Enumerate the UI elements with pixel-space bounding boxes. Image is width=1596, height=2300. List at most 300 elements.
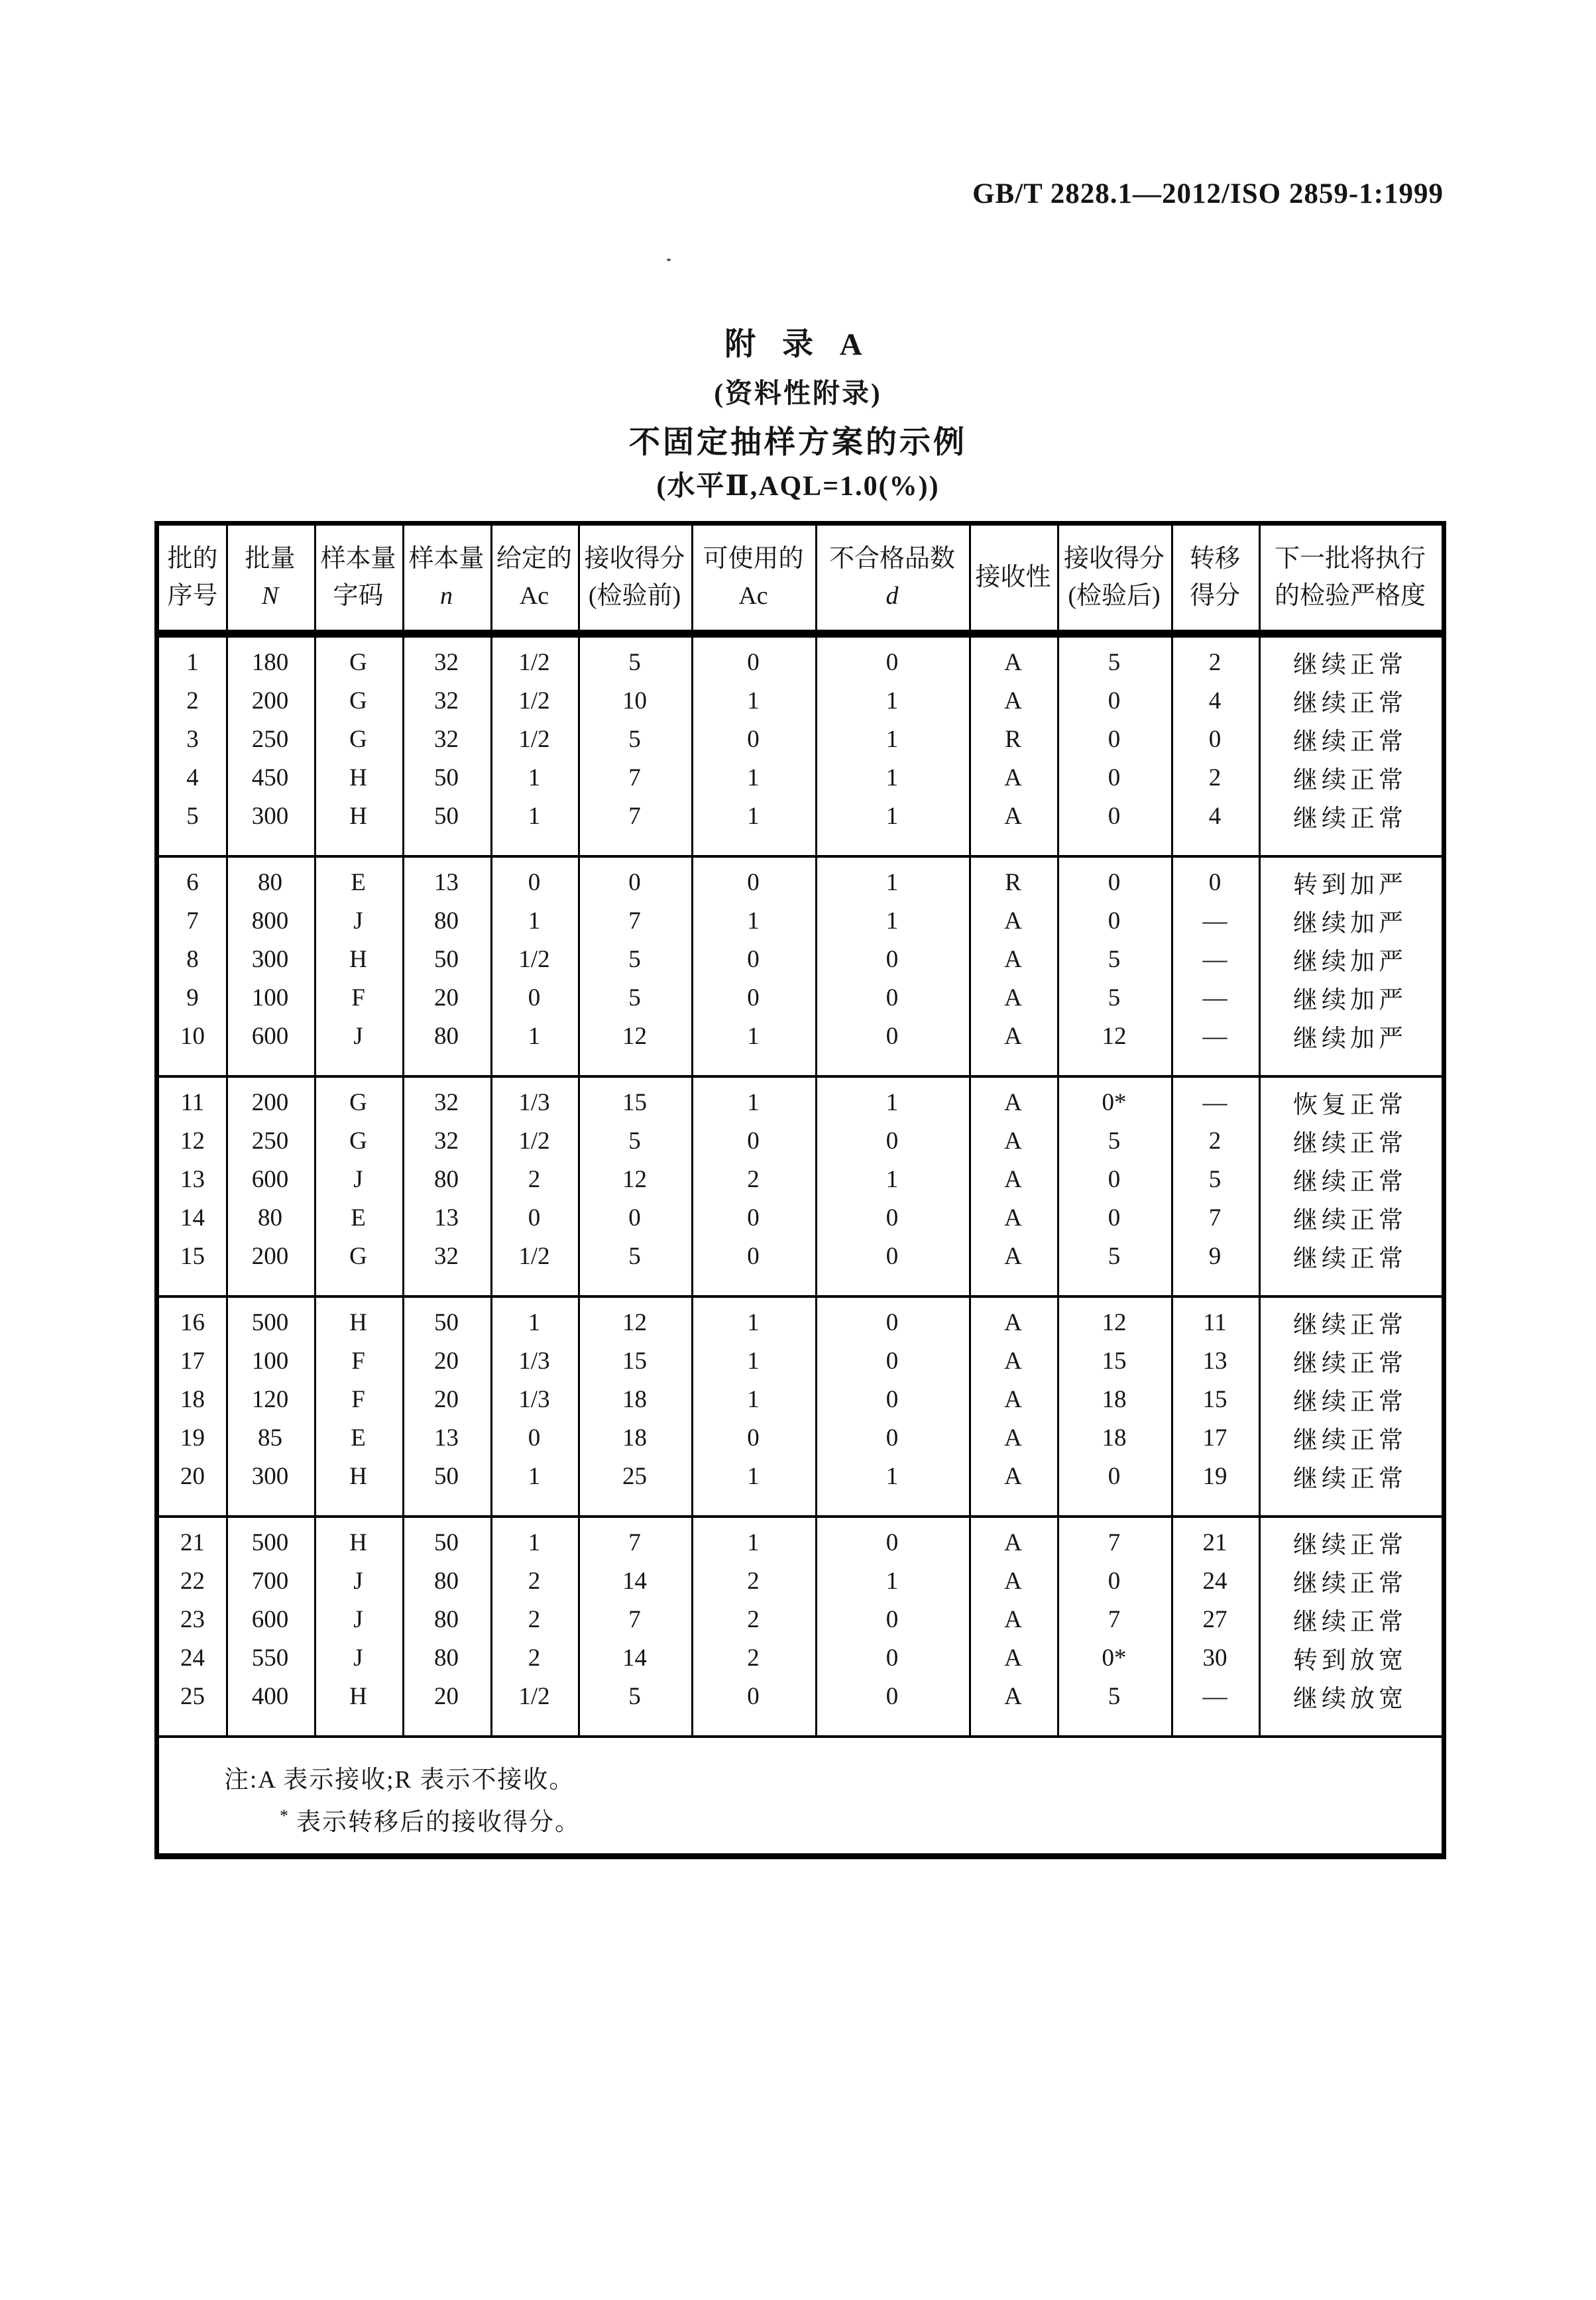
cell-score-before-row-24: 14	[622, 1644, 647, 1672]
cell-sample-size-row-25: 20	[434, 1682, 459, 1710]
cell-given-ac-row-11: 1/3	[518, 1088, 550, 1116]
cell-score-after-row-25: 5	[1108, 1682, 1121, 1710]
cell-next-severity-row-11: 恢复正常	[1293, 1092, 1407, 1119]
cell-transfer-score-row-14: 7	[1208, 1204, 1222, 1232]
cell-lot-seq-row-22: 22	[180, 1567, 205, 1595]
cell-score-after-row-22: 0	[1108, 1567, 1121, 1595]
table-note	[159, 1735, 1442, 1853]
cell-next-severity-row-7: 继续加严	[1293, 910, 1407, 937]
cell-next-severity-row-9: 继续加严	[1293, 987, 1407, 1014]
cell-acceptability-row-3: R	[1005, 725, 1021, 753]
cell-usable-ac-row-4: 1	[747, 764, 760, 791]
cell-score-after-row-2: 0	[1108, 687, 1121, 715]
cell-sample-code-row-22: J	[353, 1567, 363, 1595]
cell-next-severity-row-13: 继续正常	[1293, 1169, 1407, 1196]
cell-given-ac-row-6: 0	[528, 868, 541, 896]
cell-lot-size-row-17: 100	[251, 1347, 289, 1375]
cell-score-after-row-13: 0	[1108, 1165, 1121, 1193]
cell-acceptability-row-14: A	[1004, 1204, 1022, 1232]
cell-score-after-row-18: 18	[1102, 1385, 1127, 1413]
cell-score-after-row-15: 5	[1108, 1242, 1121, 1270]
cell-transfer-score-row-11: —	[1202, 1088, 1227, 1116]
cell-usable-ac-row-9: 0	[747, 984, 760, 1011]
cell-lot-size-row-5: 300	[251, 802, 289, 830]
cell-defect-count-row-6: 1	[885, 868, 899, 896]
cell-score-after-row-7: 0	[1108, 907, 1121, 935]
cell-usable-ac-row-5: 1	[747, 802, 760, 830]
cell-sample-size-row-13: 80	[434, 1165, 459, 1193]
header-lot-seq: 批的 序号	[167, 544, 218, 610]
cell-sample-size-row-18: 20	[434, 1385, 459, 1413]
cell-sample-size-row-6: 13	[434, 868, 459, 896]
cell-sample-code-row-16: H	[349, 1308, 367, 1336]
cell-usable-ac-row-23: 2	[747, 1605, 760, 1633]
cell-score-before-row-3: 5	[628, 725, 641, 753]
cell-sample-code-row-1: G	[349, 648, 367, 676]
cell-next-severity-row-25: 继续放宽	[1293, 1686, 1407, 1713]
cell-defect-count-row-19: 0	[885, 1424, 899, 1452]
cell-acceptability-row-18: A	[1004, 1385, 1022, 1413]
cell-next-severity-row-14: 继续正常	[1293, 1207, 1407, 1234]
cell-usable-ac-row-2: 1	[747, 687, 760, 715]
cell-score-after-row-20: 0	[1108, 1462, 1121, 1490]
cell-next-severity-row-8: 继续加严	[1293, 949, 1407, 976]
cell-usable-ac-row-22: 2	[747, 1567, 760, 1595]
cell-sample-code-row-10: J	[353, 1022, 363, 1050]
cell-sample-size-row-24: 80	[434, 1644, 459, 1672]
cell-next-severity-row-12: 继续正常	[1293, 1130, 1407, 1157]
cell-lot-size-row-6: 80	[258, 868, 282, 896]
header-transfer-score: 转移 得分	[1189, 544, 1240, 610]
cell-sample-code-row-13: J	[353, 1165, 363, 1193]
header-given-ac: 给定的 Ac	[496, 544, 572, 610]
cell-usable-ac-row-13: 2	[747, 1165, 760, 1193]
cell-next-severity-row-1: 继续正常	[1293, 652, 1407, 679]
cell-score-before-row-6: 0	[628, 868, 641, 896]
scan-noise-dot	[667, 259, 671, 261]
cell-score-before-row-1: 5	[628, 648, 641, 676]
cell-given-ac-row-20: 1	[528, 1462, 541, 1490]
cell-usable-ac-row-24: 2	[747, 1644, 760, 1672]
cell-given-ac-row-12: 1/2	[518, 1127, 550, 1155]
cell-lot-size-row-19: 85	[258, 1424, 282, 1452]
cell-score-before-row-4: 7	[628, 764, 641, 791]
standard-number: GB/T 2828.1—2012/ISO 2859-1:1999	[972, 178, 1444, 209]
cell-score-before-row-5: 7	[628, 802, 641, 830]
cell-sample-size-row-11: 32	[434, 1088, 459, 1116]
cell-score-before-row-11: 15	[622, 1088, 647, 1116]
cell-score-before-row-7: 7	[628, 907, 641, 935]
cell-given-ac-row-2: 1/2	[518, 687, 550, 715]
cell-sample-code-row-19: E	[351, 1424, 366, 1452]
cell-transfer-score-row-5: 4	[1208, 802, 1222, 830]
cell-lot-seq-row-21: 21	[180, 1528, 205, 1556]
cell-given-ac-row-17: 1/3	[518, 1347, 550, 1375]
cell-score-before-row-20: 25	[622, 1462, 647, 1490]
cell-sample-size-row-19: 13	[434, 1424, 459, 1452]
cell-score-after-row-9: 5	[1108, 984, 1121, 1011]
cell-transfer-score-row-13: 5	[1208, 1165, 1222, 1193]
cell-defect-count-row-8: 0	[885, 945, 899, 973]
cell-score-before-row-8: 5	[628, 945, 641, 973]
cell-next-severity-row-18: 继续正常	[1293, 1389, 1407, 1416]
cell-acceptability-row-8: A	[1004, 945, 1022, 973]
cell-score-before-row-25: 5	[628, 1682, 641, 1710]
cell-transfer-score-row-25: —	[1202, 1682, 1227, 1710]
cell-transfer-score-row-19: 17	[1202, 1424, 1227, 1452]
cell-lot-seq-row-5: 5	[186, 802, 199, 830]
cell-score-after-row-12: 5	[1108, 1127, 1121, 1155]
cell-given-ac-row-10: 1	[528, 1022, 541, 1050]
cell-usable-ac-row-11: 1	[747, 1088, 760, 1116]
sampling-plan-table	[154, 521, 1446, 1859]
header-sample-code: 样本量 字码	[320, 544, 396, 610]
cell-usable-ac-row-7: 1	[747, 907, 760, 935]
cell-lot-size-row-8: 300	[251, 945, 289, 973]
cell-acceptability-row-11: A	[1004, 1088, 1022, 1116]
cell-defect-count-row-25: 0	[885, 1682, 899, 1710]
cell-sample-size-row-12: 32	[434, 1127, 459, 1155]
cell-defect-count-row-13: 1	[885, 1165, 899, 1193]
cell-next-severity-row-3: 继续正常	[1293, 728, 1407, 756]
cell-score-after-row-24: 0*	[1102, 1644, 1127, 1672]
cell-lot-seq-row-4: 4	[186, 764, 199, 791]
cell-score-after-row-19: 18	[1102, 1424, 1127, 1452]
cell-lot-size-row-18: 120	[251, 1385, 289, 1413]
cell-lot-size-row-15: 200	[251, 1242, 289, 1270]
cell-sample-code-row-20: H	[349, 1462, 367, 1490]
cell-next-severity-row-2: 继续正常	[1293, 690, 1407, 717]
cell-score-before-row-16: 12	[622, 1308, 647, 1336]
cell-usable-ac-row-21: 1	[747, 1528, 760, 1556]
cell-score-after-row-11: 0*	[1102, 1088, 1127, 1116]
cell-lot-size-row-21: 500	[251, 1528, 289, 1556]
cell-given-ac-row-25: 1/2	[518, 1682, 550, 1710]
header-defect-count: 不合格品数 d	[828, 544, 955, 610]
cell-usable-ac-row-14: 0	[747, 1204, 760, 1232]
cell-sample-size-row-9: 20	[434, 984, 459, 1011]
cell-sample-code-row-23: J	[353, 1605, 363, 1633]
cell-next-severity-row-17: 继续正常	[1293, 1350, 1407, 1377]
cell-sample-code-row-9: F	[351, 984, 365, 1011]
cell-next-severity-row-24: 转到放宽	[1293, 1647, 1407, 1674]
cell-lot-seq-row-18: 18	[180, 1385, 205, 1413]
cell-transfer-score-row-6: 0	[1208, 868, 1222, 896]
cell-sample-size-row-8: 50	[434, 945, 459, 973]
cell-lot-seq-row-9: 9	[186, 984, 199, 1011]
cell-sample-code-row-18: F	[351, 1385, 365, 1413]
cell-given-ac-row-19: 0	[528, 1424, 541, 1452]
cell-lot-size-row-22: 700	[251, 1567, 289, 1595]
cell-score-before-row-23: 7	[628, 1605, 641, 1633]
header-acceptability: 接收性	[975, 563, 1051, 591]
cell-sample-code-row-14: E	[351, 1204, 366, 1232]
cell-lot-seq-row-1: 1	[186, 648, 199, 676]
cell-score-before-row-13: 12	[622, 1165, 647, 1193]
cell-transfer-score-row-16: 11	[1203, 1308, 1227, 1336]
cell-lot-seq-row-16: 16	[180, 1308, 205, 1336]
table-group-3	[159, 1075, 1442, 1295]
cell-usable-ac-row-1: 0	[747, 648, 760, 676]
cell-lot-seq-row-25: 25	[180, 1682, 205, 1710]
cell-defect-count-row-11: 1	[885, 1088, 899, 1116]
cell-sample-size-row-21: 50	[434, 1528, 459, 1556]
cell-given-ac-row-16: 1	[528, 1308, 541, 1336]
cell-defect-count-row-5: 1	[885, 802, 899, 830]
cell-score-after-row-16: 12	[1102, 1308, 1127, 1336]
cell-acceptability-row-7: A	[1004, 907, 1022, 935]
cell-acceptability-row-20: A	[1004, 1462, 1022, 1490]
cell-given-ac-row-13: 2	[528, 1165, 541, 1193]
cell-usable-ac-row-19: 0	[747, 1424, 760, 1452]
note-star: *	[280, 1806, 290, 1825]
cell-sample-code-row-4: H	[349, 764, 367, 791]
cell-defect-count-row-21: 0	[885, 1528, 899, 1556]
cell-lot-seq-row-15: 15	[180, 1242, 205, 1270]
cell-usable-ac-row-15: 0	[747, 1242, 760, 1270]
cell-sample-size-row-7: 80	[434, 907, 459, 935]
cell-transfer-score-row-22: 24	[1202, 1567, 1227, 1595]
cell-score-before-row-14: 0	[628, 1204, 641, 1232]
cell-given-ac-row-4: 1	[528, 764, 541, 791]
cell-score-before-row-10: 12	[622, 1022, 647, 1050]
cell-defect-count-row-15: 0	[885, 1242, 899, 1270]
cell-given-ac-row-23: 2	[528, 1605, 541, 1633]
cell-transfer-score-row-8: —	[1202, 945, 1227, 973]
cell-sample-size-row-23: 80	[434, 1605, 459, 1633]
cell-transfer-score-row-21: 21	[1202, 1528, 1227, 1556]
cell-lot-size-row-13: 600	[251, 1165, 289, 1193]
cell-given-ac-row-22: 2	[528, 1567, 541, 1595]
cell-lot-seq-row-24: 24	[180, 1644, 205, 1672]
cell-sample-code-row-2: G	[349, 687, 367, 715]
cell-lot-size-row-4: 450	[251, 764, 289, 791]
cell-given-ac-row-15: 1/2	[518, 1242, 550, 1270]
cell-score-before-row-19: 18	[622, 1424, 647, 1452]
cell-sample-size-row-4: 50	[434, 764, 459, 791]
cell-next-severity-row-19: 继续正常	[1293, 1427, 1407, 1454]
note-line-2-text: 表示转移后的接收得分。	[296, 1809, 581, 1836]
cell-defect-count-row-20: 1	[885, 1462, 899, 1490]
cell-score-before-row-18: 18	[622, 1385, 647, 1413]
cell-acceptability-row-25: A	[1004, 1682, 1022, 1710]
header-usable-ac: 可使用的 Ac	[703, 544, 804, 610]
cell-acceptability-row-17: A	[1004, 1347, 1022, 1375]
cell-transfer-score-row-1: 2	[1208, 648, 1222, 676]
cell-sample-size-row-3: 32	[434, 725, 459, 753]
cell-lot-size-row-20: 300	[251, 1462, 289, 1490]
cell-lot-seq-row-8: 8	[186, 945, 199, 973]
cell-sample-code-row-6: E	[351, 868, 366, 896]
cell-score-after-row-10: 12	[1102, 1022, 1127, 1050]
table-group-2	[159, 855, 1442, 1075]
cell-acceptability-row-12: A	[1004, 1127, 1022, 1155]
cell-lot-seq-row-11: 11	[180, 1088, 205, 1116]
cell-score-after-row-1: 5	[1108, 648, 1121, 676]
cell-score-before-row-2: 10	[622, 687, 647, 715]
cell-next-severity-row-15: 继续正常	[1293, 1245, 1407, 1273]
cell-sample-code-row-7: J	[353, 907, 363, 935]
cell-sample-code-row-25: H	[349, 1682, 367, 1710]
cell-score-after-row-21: 7	[1108, 1528, 1121, 1556]
cell-sample-code-row-8: H	[349, 945, 367, 973]
cell-given-ac-row-18: 1/3	[518, 1385, 550, 1413]
cell-sample-size-row-16: 50	[434, 1308, 459, 1336]
cell-acceptability-row-21: A	[1004, 1528, 1022, 1556]
cell-defect-count-row-22: 1	[885, 1567, 899, 1595]
cell-score-after-row-8: 5	[1108, 945, 1121, 973]
cell-score-before-row-22: 14	[622, 1567, 647, 1595]
cell-score-after-row-3: 0	[1108, 725, 1121, 753]
cell-usable-ac-row-10: 1	[747, 1022, 760, 1050]
cell-acceptability-row-6: R	[1005, 868, 1021, 896]
cell-lot-seq-row-10: 10	[180, 1022, 205, 1050]
cell-lot-seq-row-7: 7	[186, 907, 199, 935]
cell-usable-ac-row-8: 0	[747, 945, 760, 973]
cell-defect-count-row-2: 1	[885, 687, 899, 715]
cell-acceptability-row-16: A	[1004, 1308, 1022, 1336]
header-lot-size: 批量 N	[245, 544, 296, 610]
cell-transfer-score-row-24: 30	[1202, 1644, 1227, 1672]
cell-usable-ac-row-17: 1	[747, 1347, 760, 1375]
cell-given-ac-row-3: 1/2	[518, 725, 550, 753]
cell-sample-code-row-3: G	[349, 725, 367, 753]
cell-acceptability-row-24: A	[1004, 1644, 1022, 1672]
cell-acceptability-row-23: A	[1004, 1605, 1022, 1633]
cell-acceptability-row-4: A	[1004, 764, 1022, 791]
header-next-severity: 下一批将执行 的检验严格度	[1274, 544, 1426, 610]
cell-acceptability-row-19: A	[1004, 1424, 1022, 1452]
appendix-type: (资料性附录)	[714, 378, 882, 408]
cell-defect-count-row-1: 0	[885, 648, 899, 676]
cell-lot-size-row-11: 200	[251, 1088, 289, 1116]
appendix-heading: 附 录 A	[724, 327, 872, 362]
cell-sample-code-row-24: J	[353, 1644, 363, 1672]
cell-usable-ac-row-3: 0	[747, 725, 760, 753]
cell-lot-size-row-10: 600	[251, 1022, 289, 1050]
cell-usable-ac-row-18: 1	[747, 1385, 760, 1413]
cell-defect-count-row-9: 0	[885, 984, 899, 1011]
cell-lot-size-row-25: 400	[251, 1682, 289, 1710]
note-line-1: 注:A 表示接收;R 表示不接收。	[224, 1766, 575, 1794]
cell-defect-count-row-7: 1	[885, 907, 899, 935]
cell-sample-size-row-15: 32	[434, 1242, 459, 1270]
table-group-1	[159, 635, 1442, 855]
cell-transfer-score-row-18: 15	[1202, 1385, 1227, 1413]
cell-defect-count-row-24: 0	[885, 1644, 899, 1672]
cell-score-before-row-9: 5	[628, 984, 641, 1011]
cell-transfer-score-row-10: —	[1202, 1022, 1227, 1050]
cell-lot-size-row-7: 800	[251, 907, 289, 935]
cell-defect-count-row-4: 1	[885, 764, 899, 791]
cell-transfer-score-row-12: 2	[1208, 1127, 1222, 1155]
cell-score-after-row-5: 0	[1108, 802, 1121, 830]
table-group-5	[159, 1515, 1442, 1735]
cell-transfer-score-row-2: 4	[1208, 687, 1222, 715]
cell-given-ac-row-8: 1/2	[518, 945, 550, 973]
cell-defect-count-row-23: 0	[885, 1605, 899, 1633]
cell-given-ac-row-5: 1	[528, 802, 541, 830]
cell-next-severity-row-4: 继续正常	[1293, 767, 1407, 794]
cell-sample-code-row-12: G	[349, 1127, 367, 1155]
table-header	[159, 526, 1442, 635]
cell-next-severity-row-16: 继续正常	[1293, 1312, 1407, 1339]
cell-acceptability-row-13: A	[1004, 1165, 1022, 1193]
cell-defect-count-row-16: 0	[885, 1308, 899, 1336]
cell-lot-seq-row-6: 6	[186, 868, 199, 896]
cell-sample-size-row-22: 80	[434, 1567, 459, 1595]
cell-lot-size-row-14: 80	[258, 1204, 282, 1232]
cell-sample-size-row-20: 50	[434, 1462, 459, 1490]
cell-sample-code-row-5: H	[349, 802, 367, 830]
cell-sample-size-row-14: 13	[434, 1204, 459, 1232]
cell-next-severity-row-21: 继续正常	[1293, 1532, 1407, 1559]
cell-sample-size-row-17: 20	[434, 1347, 459, 1375]
cell-defect-count-row-17: 0	[885, 1347, 899, 1375]
cell-sample-code-row-21: H	[349, 1528, 367, 1556]
cell-score-before-row-15: 5	[628, 1242, 641, 1270]
appendix-subtitle: (水平Ⅱ,AQL=1.0(%))	[656, 471, 940, 502]
cell-lot-size-row-1: 180	[251, 648, 289, 676]
cell-lot-size-row-16: 500	[251, 1308, 289, 1336]
cell-next-severity-row-22: 继续正常	[1293, 1570, 1407, 1597]
cell-transfer-score-row-7: —	[1202, 907, 1227, 935]
note-line-2	[280, 1802, 581, 1837]
cell-lot-seq-row-12: 12	[180, 1127, 205, 1155]
cell-given-ac-row-24: 2	[528, 1644, 541, 1672]
cell-defect-count-row-12: 0	[885, 1127, 899, 1155]
cell-acceptability-row-22: A	[1004, 1567, 1022, 1595]
cell-score-after-row-17: 15	[1102, 1347, 1127, 1375]
cell-transfer-score-row-4: 2	[1208, 764, 1222, 791]
cell-lot-seq-row-17: 17	[180, 1347, 205, 1375]
cell-usable-ac-row-16: 1	[747, 1308, 760, 1336]
cell-score-after-row-6: 0	[1108, 868, 1121, 896]
cell-acceptability-row-2: A	[1004, 687, 1022, 715]
cell-acceptability-row-10: A	[1004, 1022, 1022, 1050]
cell-lot-size-row-24: 550	[251, 1644, 289, 1672]
cell-next-severity-row-5: 继续正常	[1293, 805, 1407, 833]
cell-usable-ac-row-6: 0	[747, 868, 760, 896]
cell-next-severity-row-6: 转到加严	[1293, 872, 1407, 899]
cell-usable-ac-row-25: 0	[747, 1682, 760, 1710]
cell-given-ac-row-1: 1/2	[518, 648, 550, 676]
cell-transfer-score-row-3: 0	[1208, 725, 1222, 753]
cell-lot-size-row-2: 200	[251, 687, 289, 715]
cell-next-severity-row-10: 继续加严	[1293, 1025, 1407, 1053]
cell-usable-ac-row-20: 1	[747, 1462, 760, 1490]
cell-lot-size-row-3: 250	[251, 725, 289, 753]
cell-sample-code-row-15: G	[349, 1242, 367, 1270]
cell-sample-code-row-17: F	[351, 1347, 365, 1375]
cell-sample-size-row-5: 50	[434, 802, 459, 830]
cell-lot-size-row-9: 100	[251, 984, 289, 1011]
table-group-4	[159, 1295, 1442, 1515]
cell-lot-seq-row-3: 3	[186, 725, 199, 753]
cell-defect-count-row-14: 0	[885, 1204, 899, 1232]
cell-defect-count-row-10: 0	[885, 1022, 899, 1050]
cell-acceptability-row-9: A	[1004, 984, 1022, 1011]
cell-next-severity-row-20: 继续正常	[1293, 1466, 1407, 1493]
cell-lot-seq-row-14: 14	[180, 1204, 205, 1232]
header-score-after: 接收得分 (检验后)	[1063, 544, 1165, 610]
cell-defect-count-row-18: 0	[885, 1385, 899, 1413]
cell-score-after-row-14: 0	[1108, 1204, 1121, 1232]
cell-usable-ac-row-12: 0	[747, 1127, 760, 1155]
cell-given-ac-row-9: 0	[528, 984, 541, 1011]
header-score-before: 接收得分 (检验前)	[584, 544, 685, 610]
cell-sample-size-row-10: 80	[434, 1022, 459, 1050]
